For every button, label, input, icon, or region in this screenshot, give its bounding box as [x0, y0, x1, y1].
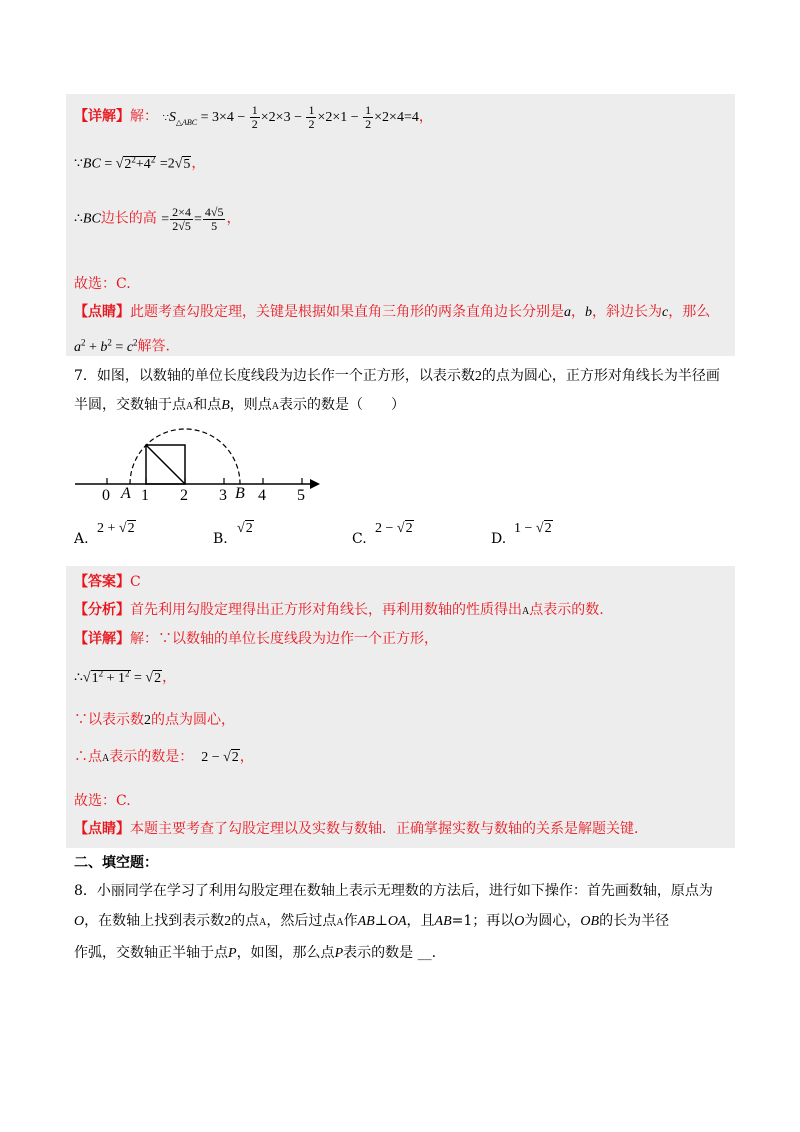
detail-lead: 解： [130, 108, 158, 125]
option-b[interactable]: B. [213, 531, 228, 547]
q7-comment [74, 820, 638, 838]
q7-detail [74, 630, 438, 648]
option-d[interactable]: D. [491, 531, 507, 547]
tick-label-0: 0 [102, 487, 110, 504]
tick-label-5: 5 [297, 487, 305, 504]
section-heading: 二、填空题： [74, 855, 158, 871]
q7-analysis: 【分析】首先利用勾股定理得出正方形对角线长，再利用数轴的性质得出A点表示的数. [74, 602, 604, 618]
option-c-value: 2 − √2 [375, 521, 413, 536]
comment-label: 【点睛】 [74, 821, 130, 837]
comment-label: 【点睛】 [74, 304, 130, 320]
option-b-value: √2 [237, 521, 253, 536]
answer-label: 【答案】 [74, 574, 130, 590]
point-label-b: B [235, 485, 245, 502]
detail-label: 【详解】 [74, 631, 130, 647]
analysis-label: 【分析】 [74, 602, 130, 618]
detail-label: 【详解】 [74, 108, 130, 125]
option-a[interactable]: A. [74, 531, 89, 547]
answer-value: C [130, 574, 141, 590]
q8-line1: 8．小丽同学在学习了利用勾股定理在数轴上表示无理数的方法后，进行如下操作：首先画数轴，原点为 [74, 883, 713, 899]
q6-comment-line2: $a^2 + b^2 = c^2$解答. [74, 337, 170, 355]
height-formula: ∴BC边长的高 = $\frac{2\times 4}{2√5}$ = $\frac{4√5}{5}$ ， [74, 205, 241, 233]
tick-label-2: 2 [180, 487, 188, 504]
q8-line2: O，在数轴上找到表示数2的点A，然后过点A作AB⊥OA，且AB=1；再以O为圆心，OB的长为半径 [74, 913, 670, 929]
q7-stem-line1: 7．如图，以数轴的单位长度线段为边长作一个正方形，以表示数2的点为圆心，正方形对角线长为半径画 [74, 368, 720, 384]
q6-choice: 故选：C. [74, 276, 131, 292]
point-label-a: A [121, 485, 131, 502]
comment-text: 本题主要考查了勾股定理以及实数与数轴．正确掌握实数与数轴的关系是解题关键. [130, 821, 639, 837]
bc-formula: ∵BC = $√2^2+4^2 =2√5$， [74, 154, 206, 172]
q7-choice: 故选：C. [74, 793, 131, 809]
q6-comment: 【点睛】此题考查勾股定理，关键是根据如果直角三角形的两条直角边长分别是a，b，斜边长为c，那么 [74, 304, 711, 320]
tick-label-4: 4 [258, 487, 266, 504]
tick-label-3: 3 [219, 487, 227, 504]
tick-label-1: 1 [141, 487, 149, 504]
q8-line3: 作弧，交数轴正半轴于点P，如图，那么点P表示的数是 __. [74, 945, 437, 961]
option-c[interactable]: C. [352, 531, 367, 547]
q7-step3: ∴点A表示的数是： 2 − √2， [74, 749, 254, 765]
option-a-value: 2 + √2 [97, 521, 135, 536]
q7-answer [74, 573, 141, 591]
area-formula: $\because S_{\triangle ABC} = 3\times 4$ − $\frac{1}{2}$ ×2×3 − $\frac{1}{2}$ ×2×1 − $\frac{1}{2}$ ×2×4=4， [162, 103, 433, 131]
q6-detail-line [74, 104, 433, 132]
q7-step2: ∵以表示数2的点为圆心， [74, 712, 235, 728]
detail-text: 解：∵以数轴的单位长度线段为边作一个正方形， [130, 631, 438, 647]
number-line-figure [70, 420, 330, 506]
q7-step1: $\therefore√1^2 + 1^2 = √2$， [74, 668, 177, 686]
option-d-value: 1 − √2 [514, 521, 552, 536]
q7-stem-line2: 半圆，交数轴于点A和点B，则点A表示的数是（ ） [74, 397, 406, 413]
